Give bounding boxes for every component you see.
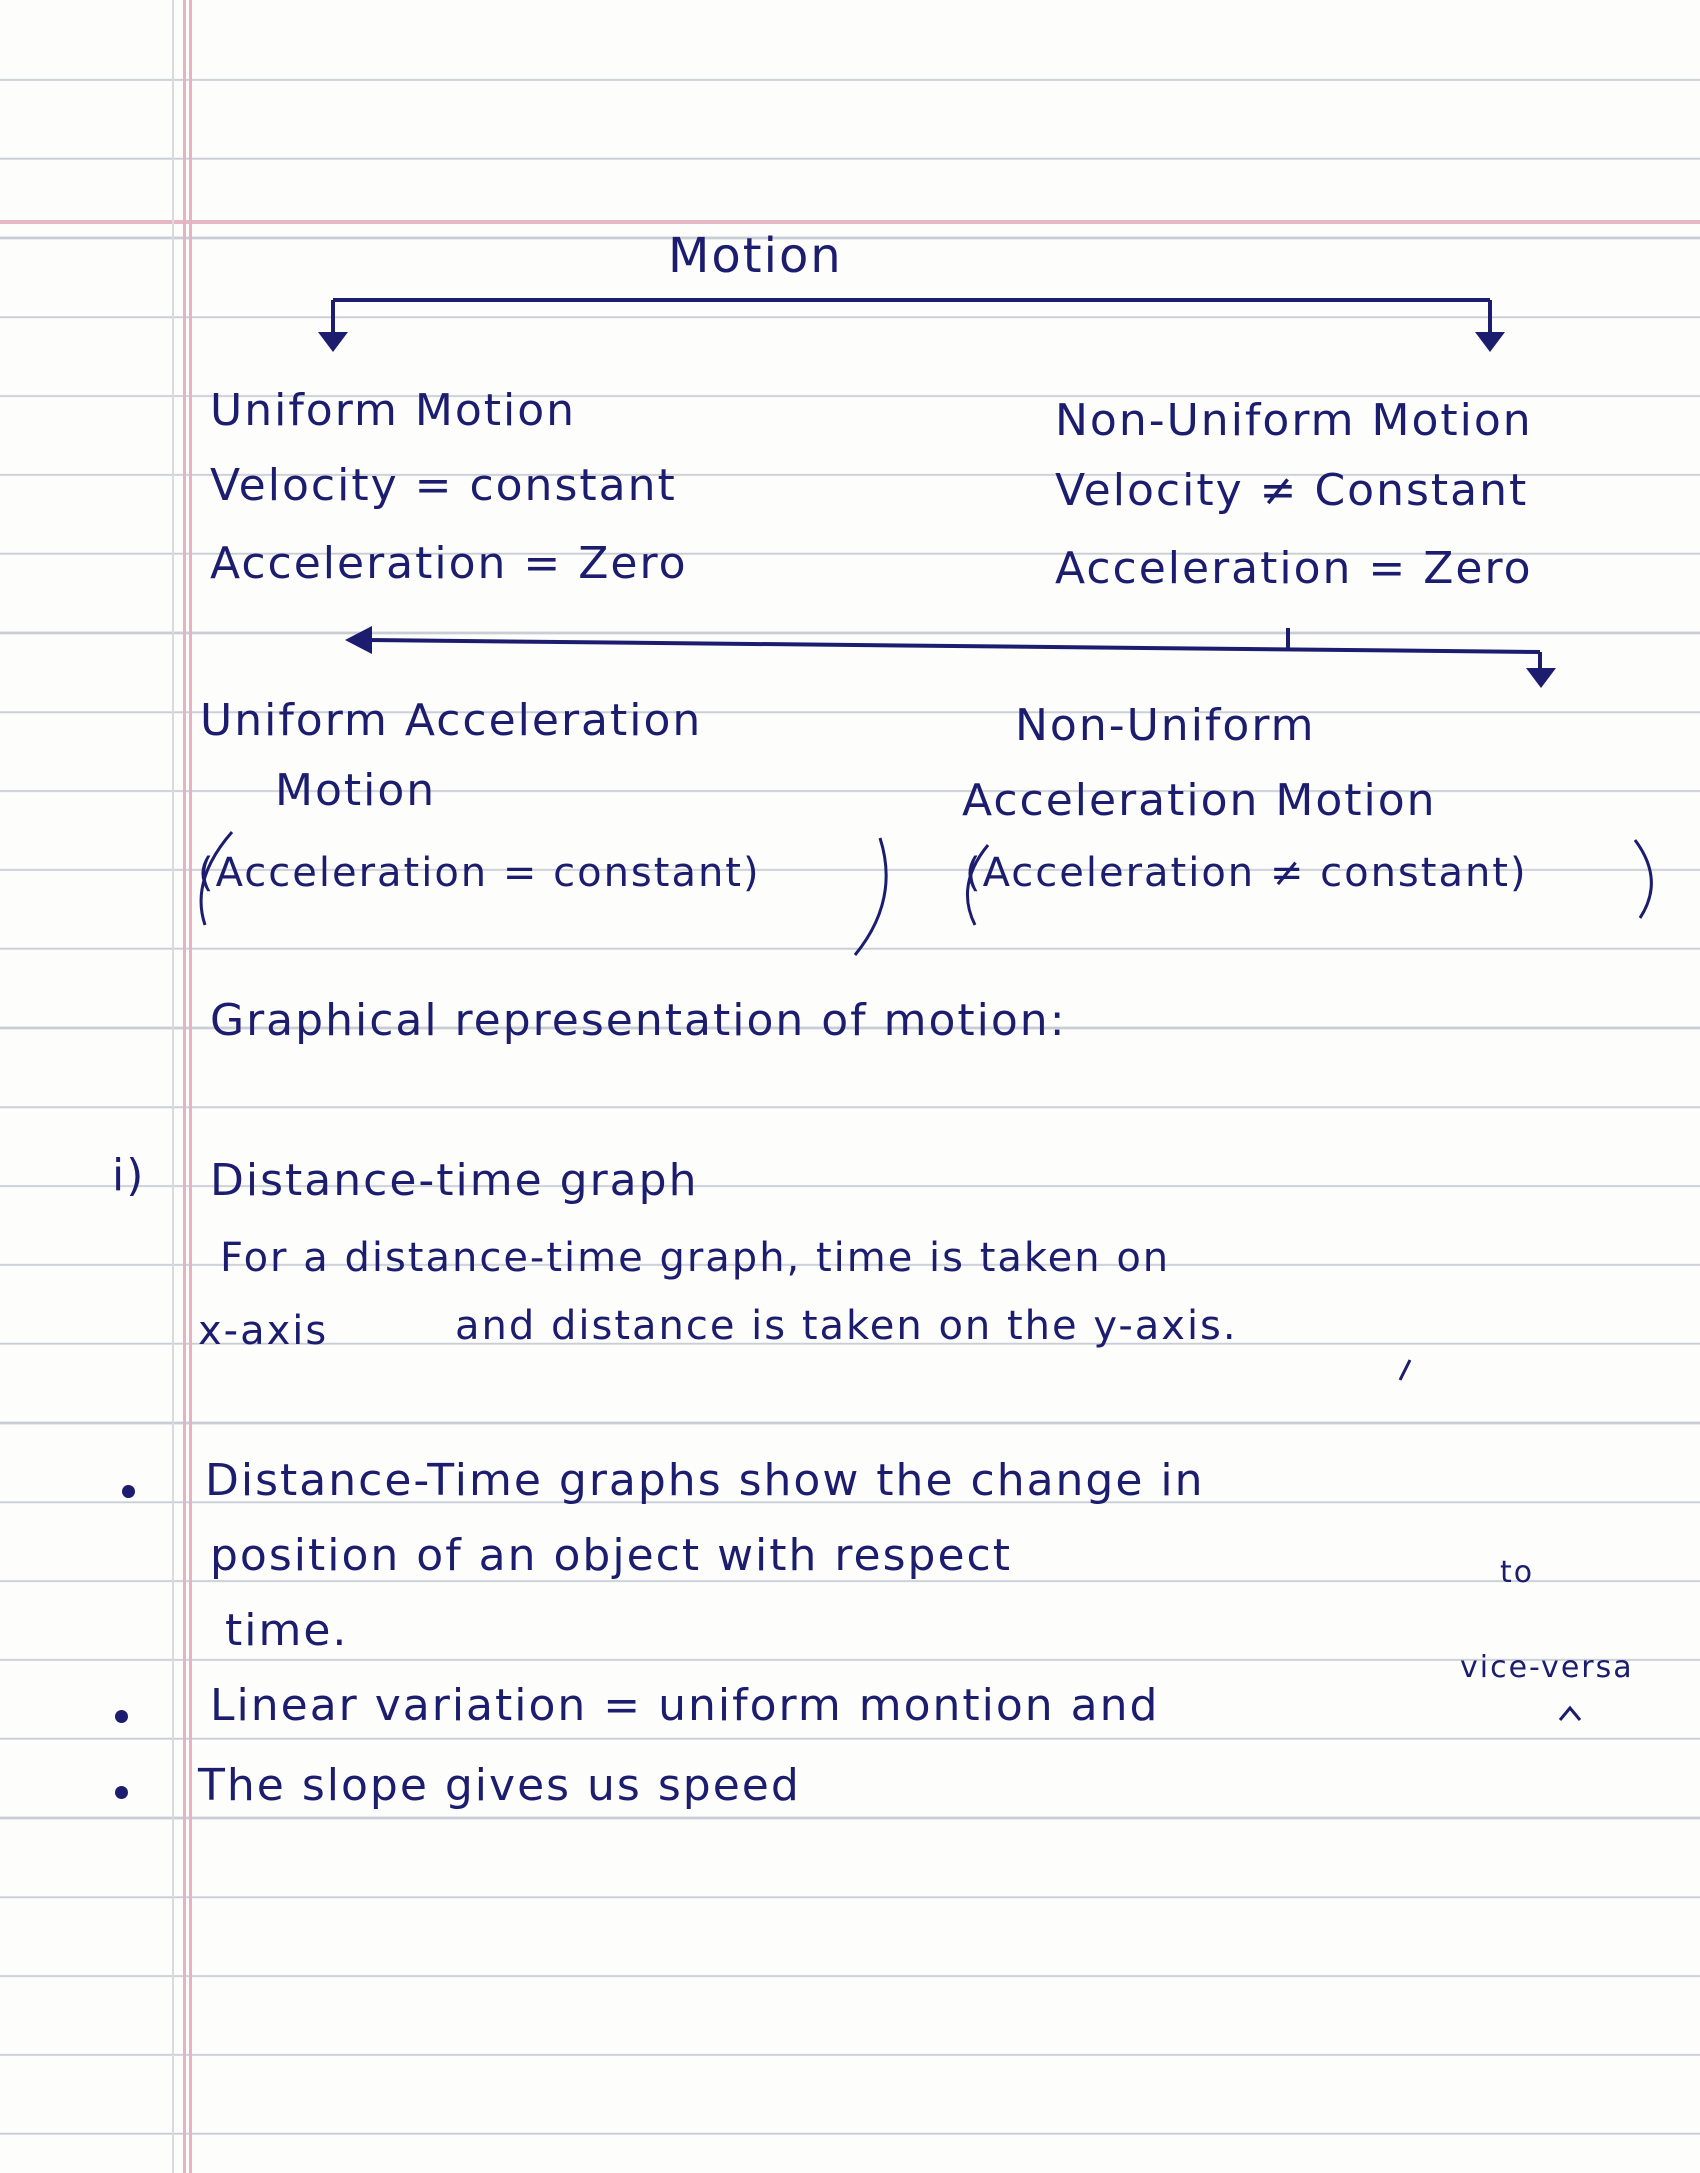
uniform-note-close-curve (855, 838, 886, 955)
page-title: Motion (668, 228, 843, 284)
uniform-acceleration-heading-line1: Uniform Acceleration (200, 695, 703, 746)
bullet-1-to: to (1500, 1555, 1535, 1590)
bullet-1-line3: time. (225, 1605, 349, 1656)
bullet-2-text: Linear variation = uniform montion and (210, 1680, 1160, 1731)
bullet-1-line1: Distance-Time graphs show the change in (205, 1455, 1205, 1506)
uniform-velocity: Velocity = constant (210, 460, 677, 511)
distance-time-text-line1: For a distance-time graph, time is taken on (220, 1235, 1171, 1281)
graphical-representation-heading: Graphical representation of motion: (210, 995, 1067, 1046)
second-right-arrowhead (1526, 668, 1556, 688)
uniform-acceleration-note: (Acceleration = constant) (198, 850, 761, 896)
distance-time-text-line2: and distance is taken on the y-axis. (455, 1303, 1238, 1349)
uniform-acceleration-heading-line2: Motion (275, 765, 437, 816)
non-uniform-acceleration-heading-line1: Non-Uniform (1015, 700, 1316, 751)
non-uniform-motion-heading: Non-Uniform Motion (1055, 395, 1533, 446)
second-left-arrowhead (345, 626, 372, 654)
bullet-1-line2: position of an object with respect (210, 1530, 1012, 1581)
bullet-3-text: The slope gives us speed (198, 1760, 801, 1811)
uniform-acceleration: Acceleration = Zero (210, 538, 688, 589)
bullet-dot-3 (115, 1786, 128, 1799)
uniform-motion-heading: Uniform Motion (210, 385, 577, 436)
right-branch-arrowhead (1475, 332, 1505, 352)
non-uniform-acceleration: Acceleration = Zero (1055, 543, 1533, 594)
non-uniform-velocity: Velocity ≠ Constant (1055, 465, 1529, 516)
bullet-2-insert: vice-versa (1460, 1650, 1634, 1685)
second-bracket-bar (365, 640, 1540, 652)
top-bracket-arrows (333, 300, 1490, 345)
distance-time-text-x-axis: x-axis (198, 1308, 329, 1354)
bullet-dot-2 (115, 1710, 128, 1723)
non-uniform-acceleration-note: (Acceleration ≠ constant) (965, 850, 1528, 896)
second-bracket-arrows (365, 628, 1540, 672)
non-uniform-acceleration-heading-line2: Acceleration Motion (962, 775, 1437, 826)
left-branch-arrowhead (318, 332, 348, 352)
section-number: i) (112, 1150, 146, 1201)
distance-time-graph-title: Distance-time graph (210, 1155, 699, 1206)
caret-insert-mark (1560, 1708, 1580, 1720)
y-axis-tail (1400, 1360, 1410, 1380)
bullet-dot-1 (122, 1485, 135, 1498)
right-close-curve (1635, 840, 1651, 918)
